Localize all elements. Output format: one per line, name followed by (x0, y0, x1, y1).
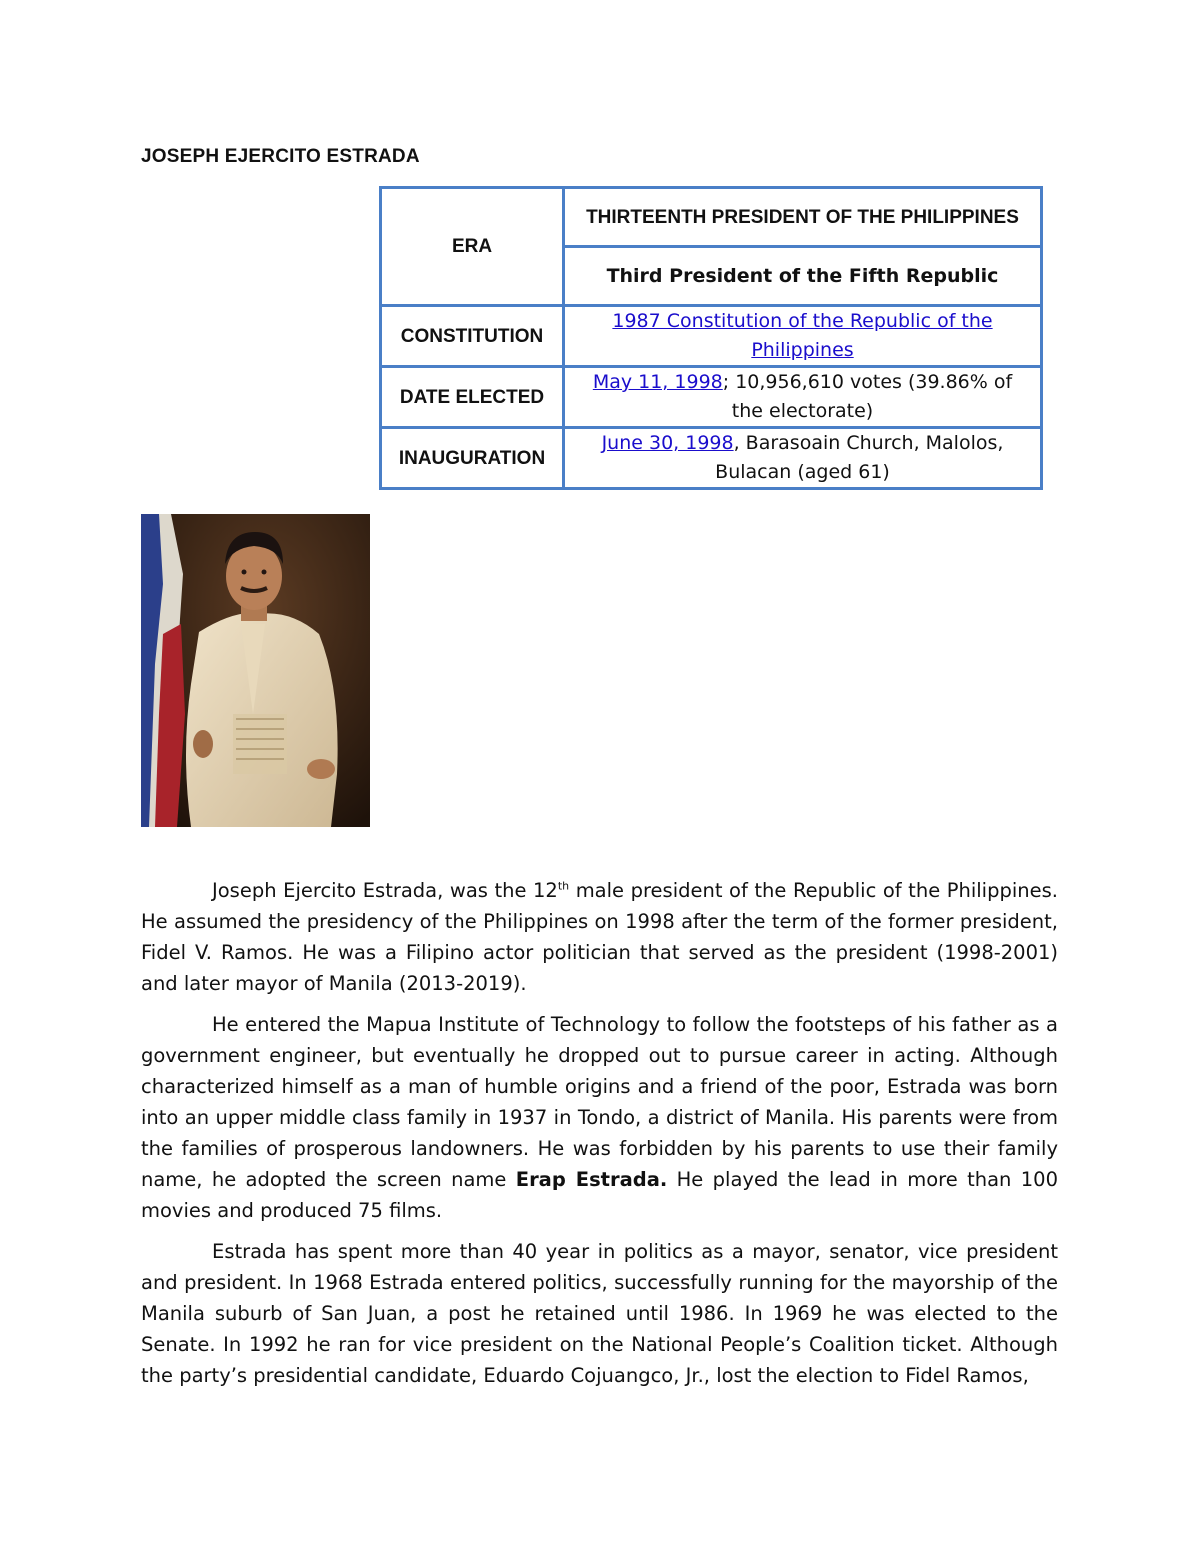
inauguration-link[interactable]: June 30, 1998 (601, 432, 734, 454)
era-label: ERA (381, 188, 564, 306)
date-elected-text: ; 10,956,610 votes (39.86% of the electorate) (722, 371, 1013, 422)
inauguration-value (564, 428, 1042, 489)
paragraph-3: Estrada has spent more than 40 year in politics as a mayor, senator, vice president and president. In 1968 Estrada entered politics, successfully running for the mayorship of the Manila suburb of San Juan, a post he retained until 1986. In 1969 he was elected to the Senate. In 1992 he ran for vice president on the National People’s Coalition ticket. Although the party’s presidential candidate, Eduardo Cojuangco, Jr., lost the election to Fidel Ramos, (141, 1240, 1058, 1387)
paragraph-1-text-b: male president of the Republic of the Philippines. He assumed the presidency of the Philippines on 1998 after the term of the former president, Fidel V. Ramos. He was a Filipino actor politician that served as the president (1998-2001) and later mayor of Manila (2013-2019). (141, 879, 1058, 995)
inauguration-text: , Barasoain Church, Malolos, Bulacan (aged 61) (715, 432, 1004, 483)
inauguration-label: INAUGURATION (381, 428, 564, 489)
date-elected-link[interactable]: May 11, 1998 (592, 371, 723, 393)
paragraph-1-text-a: Joseph Ejercito Estrada, was the 12 (212, 879, 558, 902)
paragraph-1 (141, 875, 1058, 999)
page-title: JOSEPH EJERCITO ESTRADA (141, 146, 420, 167)
paragraph-2-text-a: He entered the Mapua Institute of Technology to follow the footsteps of his father as a government engineer, but eventually he dropped out to pursue career in acting. Although characterized himself as a man of humble origins and a friend of the poor, Estrada was born into an upper middle class family in 1937 in Tondo, a district of Manila. His parents were from the families of prosperous landowners. He was forbidden by his parents to use their family name, he adopted the screen name (141, 1013, 1058, 1191)
ordinal-superscript: th (557, 879, 570, 893)
constitution-value (564, 306, 1042, 367)
date-elected-label: DATE ELECTED (381, 367, 564, 428)
president-portrait (141, 514, 370, 827)
era-subtitle: Third President of the Fifth Republic (564, 247, 1042, 306)
constitution-label: CONSTITUTION (381, 306, 564, 367)
info-table (379, 186, 1043, 490)
screen-name-bold: Erap Estrada. (515, 1168, 668, 1191)
era-title: THIRTEENTH PRESIDENT OF THE PHILIPPINES (564, 188, 1042, 247)
date-elected-value (564, 367, 1042, 428)
paragraph-2-text-b: He played the lead in more than 100 movies and produced 75 films. (141, 1168, 1058, 1222)
body-text (141, 875, 1058, 1401)
constitution-link[interactable]: 1987 Constitution of the Republic of the Philippines (612, 310, 993, 361)
paragraph-2 (141, 1009, 1058, 1226)
